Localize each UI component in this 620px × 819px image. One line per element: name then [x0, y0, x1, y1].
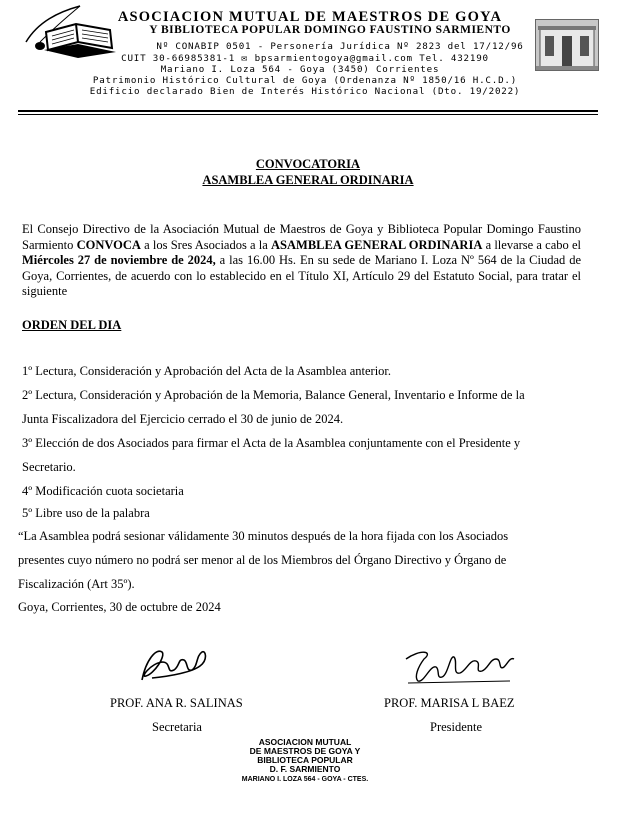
org-name-line2: Y BIBLIOTECA POPULAR DOMINGO FAUSTINO SARMIENTO [149, 24, 511, 36]
doc-title-line1: CONVOCATORIA [255, 157, 361, 171]
stamp-line2: DE MAESTROS DE GOYA Y [249, 746, 361, 756]
intro-text: El Consejo Directivo de la Asociación Mutual de Maestros de Goya y Biblioteca Popular Domingo Faustino Sarmiento [22, 222, 581, 252]
org-name-line1: ASOCIACION MUTUAL DE MAESTROS DE GOYA [117, 9, 503, 25]
heritage-line1: Patrimonio Histórico Cultural de Goya (Ordenanza Nº 1850/16 H.C.D.) [92, 75, 518, 86]
agenda-item-2-line2: Junta Fiscalizadora del Ejercicio cerrado el 30 de junio de 2024. [22, 412, 344, 426]
intro-text: a los Sres Asociados a la [140, 237, 272, 252]
right-signer-name: PROF. MARISA L BAEZ [384, 696, 515, 710]
intro-text: a las 16.00 Hs. En su sede de Mariano I. Loza Nº 564 de la Ciudad de Goya, Corrientes, de acuerdo con lo establecido en el Título XI, Artículo 29 del Estatuto Social, para tratar el siguiente [22, 253, 581, 299]
cuit: CUIT 30-66985381-1 [121, 53, 236, 64]
quorum-quote-line1: “La Asamblea podrá sesionar válidamente 30 minutos después de la hora fijada con los Asociados [18, 529, 509, 543]
intro-text: a llevarse a cabo el [482, 237, 581, 252]
left-signer-role: Secretaria [152, 720, 202, 734]
meeting-date: Miércoles 27 de noviembre de 2024, [22, 253, 216, 268]
stamp-line1: ASOCIACION MUTUAL [258, 737, 352, 747]
left-signer-name: PROF. ANA R. SALINAS [110, 696, 243, 710]
phone: Tel. 432190 [419, 53, 489, 64]
convoca-word: CONVOCA [76, 237, 141, 252]
contact-line [0, 53, 620, 64]
agenda-item-5: 5º Libre uso de la palabra [22, 506, 150, 520]
heritage-line2: Edificio declarado Bien de Interés Histórico Nacional (Dto. 19/2022) [89, 86, 521, 97]
registration-line: Nº CONABIP 0501 - Personería Jurídica Nº 2823 del 17/12/96 [156, 41, 524, 52]
stamp-line5: MARIANO I. LOZA 564 - GOYA - CTES. [241, 776, 369, 783]
asamblea-name: ASAMBLEA GENERAL ORDINARIA [271, 237, 483, 252]
agenda-item-1: 1º Lectura, Consideración y Aprobación del Acta de la Asamblea anterior. [22, 364, 392, 378]
header-divider [18, 110, 598, 112]
address-line: Mariano I. Loza 564 - Goya (3450) Corrientes [160, 64, 440, 75]
signature-right [400, 645, 520, 687]
email: bpsarmientogoya@gmail.com [254, 53, 413, 64]
agenda-item-4: 4º Modificación cuota societaria [22, 484, 184, 498]
mail-icon: ✉ [241, 53, 249, 64]
header-divider-thin [18, 114, 598, 115]
signature-left [132, 640, 212, 686]
agenda-item-3-line2: Secretario. [22, 460, 76, 474]
stamp-line4: D. F. SARMIENTO [269, 764, 341, 774]
agenda-heading: ORDEN DEL DIA [22, 318, 122, 332]
place-date: Goya, Corrientes, 30 de octubre de 2024 [18, 600, 221, 614]
stamp-line3: BIBLIOTECA POPULAR [257, 755, 353, 765]
doc-title-line2: ASAMBLEA GENERAL ORDINARIA [202, 173, 414, 187]
agenda-item-3-line1: 3º Elección de dos Asociados para firmar el Acta de la Asamblea conjuntamente con el Presidente y [22, 436, 521, 450]
intro-paragraph [22, 222, 581, 300]
right-signer-role: Presidente [430, 720, 483, 734]
quorum-quote-line2: presentes cuyo número no podrá ser menor al de los Miembros del Órgano Directivo y Órgano de [18, 553, 507, 567]
quorum-quote-line3: Fiscalización (Art 35º). [18, 577, 135, 591]
agenda-item-2-line1: 2º Lectura, Consideración y Aprobación de la Memoria, Balance General, Inventario e Informe de la [22, 388, 525, 402]
